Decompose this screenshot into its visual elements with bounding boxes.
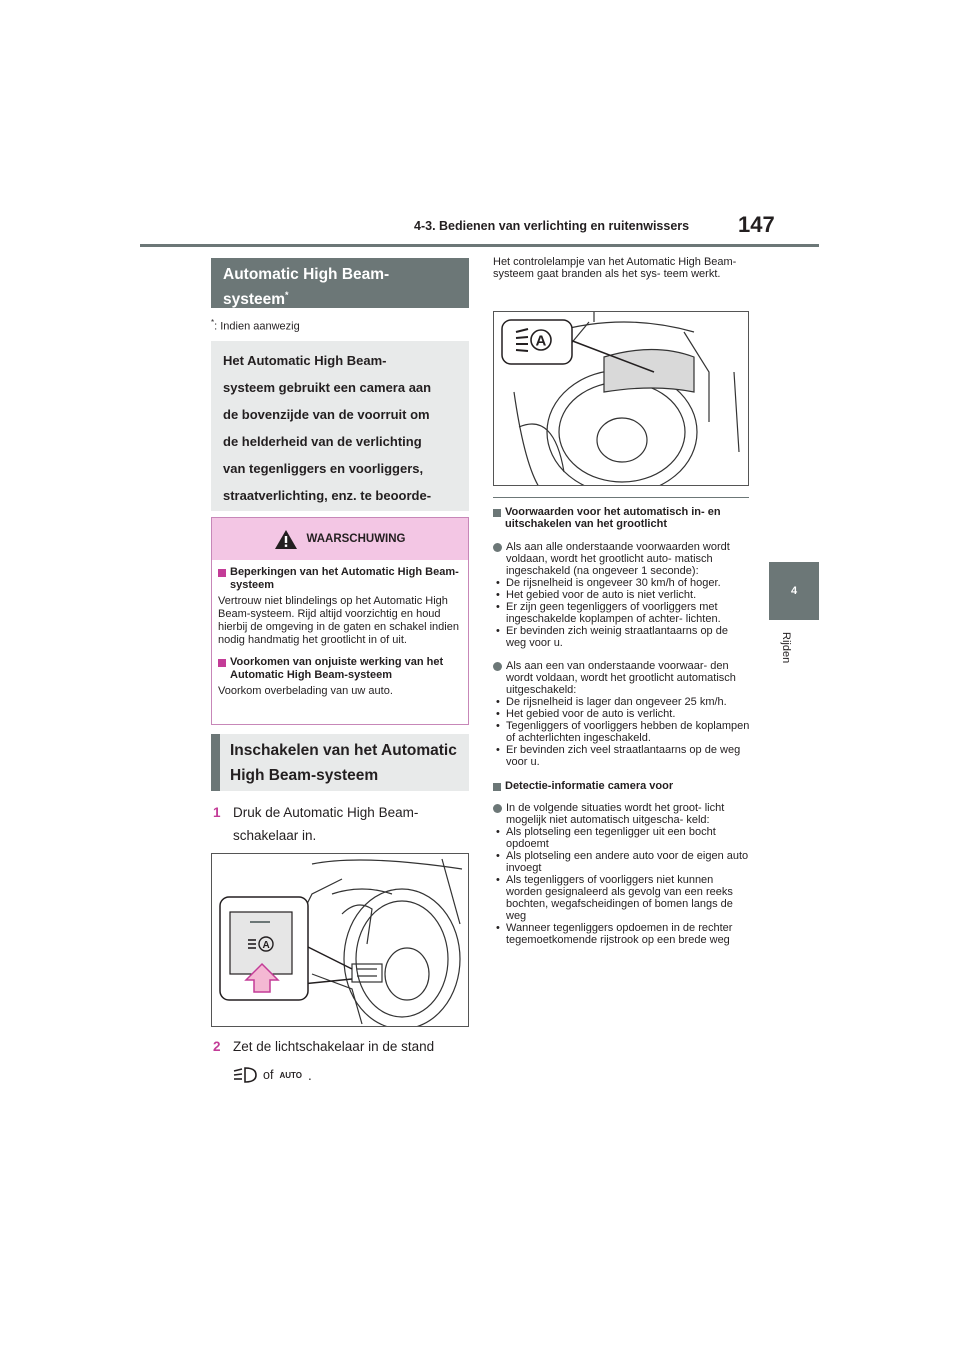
chapter-tab xyxy=(769,562,819,620)
section-heading-line2: systeem* xyxy=(223,290,289,309)
auto-high-beam-position-icon xyxy=(232,1066,258,1084)
section-heading-automatic-high-beam xyxy=(211,258,469,308)
step-text: Zet de lichtschakelaar in de stand xyxy=(233,1039,435,1054)
header-rule xyxy=(140,244,819,247)
circle-bullet-icon xyxy=(493,804,502,813)
subsection-title: Voorwaarden voor het automatisch in- en uitschakelen van het grootlicht xyxy=(493,506,751,530)
list-item: • De rijsnelheid is lager dan ongeveer 25 km/h. xyxy=(493,696,751,708)
intro-line: de helderheid van de verlichting xyxy=(223,434,422,449)
section-heading-line1: Automatic High Beam- xyxy=(223,266,390,283)
warning-item-text: Voorkom overbelading van uw auto. xyxy=(218,685,393,697)
intro-line: Het Automatic High Beam- xyxy=(223,353,387,368)
intro-box xyxy=(211,341,469,511)
section-heading-inschakelen xyxy=(211,734,469,791)
divider xyxy=(493,497,749,498)
figure-high-beam-switch xyxy=(211,853,469,1027)
warning-title: WAARSCHUWING xyxy=(306,533,406,545)
svg-text:A: A xyxy=(262,940,270,951)
square-bullet-icon xyxy=(493,509,501,517)
warning-header xyxy=(212,518,468,560)
warning-triangle-icon xyxy=(274,529,298,550)
condition-on-list xyxy=(493,577,751,649)
asterisk-marker: * xyxy=(285,290,289,300)
list-item: • Wanneer tegenliggers opdoemen in de rechter tegemoetkomende rijstrook op een brede weg xyxy=(493,922,751,946)
instrument-cluster-illustration xyxy=(494,312,749,486)
list-item: • Als plotseling een andere auto voor de eigen auto invoegt xyxy=(493,850,751,874)
warning-box xyxy=(211,517,469,725)
dashboard-switch-illustration xyxy=(212,854,469,1027)
list-item: • Er bevinden zich veel straatlantaarns op de weg voor u. xyxy=(493,744,751,768)
warning-item-title: Beperkingen van het Automatic High Beam-systeem xyxy=(218,566,462,592)
list-item: • Er zijn geen tegenliggers of voorliggers met ingeschakelde koplampen of achter- lichten. xyxy=(493,601,751,625)
chapter-label: Rijden xyxy=(780,632,792,664)
step-1 xyxy=(213,801,469,847)
detection-info: In de volgende situaties wordt het groot- licht mogelijk niet automatisch uitgescha- keld: xyxy=(493,802,751,826)
indicator-description: Het controlelampje van het Automatic High Beam-systeem gaat branden als het sys- teem werkt. xyxy=(493,256,737,280)
section-heading-line1: Inschakelen van het Automatic xyxy=(230,742,457,759)
square-bullet-icon xyxy=(218,569,226,577)
warning-item-text: Vertrouw niet blindelings op het Automatic High Beam-systeem. Rijd altijd voorzichtig en houd hierbij de omgeving in de gaten en schakel indien nodig handmatig het grootlicht in of uit. xyxy=(218,595,459,646)
step-number: 2 xyxy=(213,1039,221,1054)
list-item: • Als tegenliggers of voorliggers niet kunnen worden gesignaleerd als gevolg van een reeks bochten, wegafscheidingen of bomen langs de weg xyxy=(493,874,751,922)
intro-line: van tegenliggers en voorliggers, xyxy=(223,461,424,476)
running-header-title: 4-3. Bedienen van verlichting en ruitenwissers xyxy=(414,219,690,233)
condition-off-list xyxy=(493,696,751,768)
footnote-text: : Indien aanwezig xyxy=(214,320,300,333)
chapter-number: 4 xyxy=(790,585,798,597)
footnote-marker: * xyxy=(211,318,215,327)
step-text-line: schakelaar in. xyxy=(233,828,317,843)
step-2-period: . xyxy=(307,1067,312,1083)
condition-off: Als aan een van onderstaande voorwaar- den wordt voldaan, wordt het grootlicht automatisch uitgeschakeld: xyxy=(493,660,751,696)
list-item: • Het gebied voor de auto is niet verlicht. xyxy=(493,589,751,601)
step-number: 1 xyxy=(213,805,221,820)
step-text-line: Druk de Automatic High Beam- xyxy=(233,805,419,820)
list-item: • Er bevinden zich weinig straatlantaarns op de weg voor u. xyxy=(493,625,751,649)
square-bullet-icon xyxy=(493,783,501,791)
step-2 xyxy=(213,1035,469,1058)
list-item: • Als plotseling een tegenligger uit een bocht opdoemt xyxy=(493,826,751,850)
circle-bullet-icon xyxy=(493,662,502,671)
list-item: • Tegenliggers of voorliggers hebben de koplampen of achterlichten ingeschakeld. xyxy=(493,720,751,744)
detection-list xyxy=(493,826,751,946)
page-number: 147 xyxy=(738,212,775,237)
section-heading-line2: High Beam-systeem xyxy=(230,767,379,784)
step-2-positions xyxy=(232,1066,312,1084)
intro-line: de bovenzijde van de voorruit om xyxy=(223,407,430,422)
footnote xyxy=(211,318,300,333)
condition-on: Als aan alle onderstaande voorwaarden wordt voldaan, wordt het grootlicht auto- matisch ingeschakeld (na ongeveer 1 seconde): xyxy=(493,541,751,577)
right-column-body xyxy=(493,506,751,946)
list-item: • Het gebied voor de auto is verlicht. xyxy=(493,708,751,720)
or-text: of xyxy=(263,1068,274,1082)
auto-position-icon: AUTO xyxy=(279,1070,302,1080)
warning-body xyxy=(212,560,468,702)
circle-bullet-icon xyxy=(493,543,502,552)
warning-item-title: Voorkomen van onjuiste werking van het Automatic High Beam-systeem xyxy=(218,656,462,682)
intro-line: straatverlichting, enz. te beoorde- xyxy=(223,488,432,503)
intro-line: systeem gebruikt een camera aan xyxy=(223,380,432,395)
list-item: • De rijsnelheid is ongeveer 30 km/h of hoger. xyxy=(493,577,751,589)
svg-text:A: A xyxy=(535,332,547,350)
figure-indicator-light xyxy=(493,311,749,486)
subsection-title: Detectie-informatie camera voor xyxy=(493,780,751,792)
square-bullet-icon xyxy=(218,659,226,667)
